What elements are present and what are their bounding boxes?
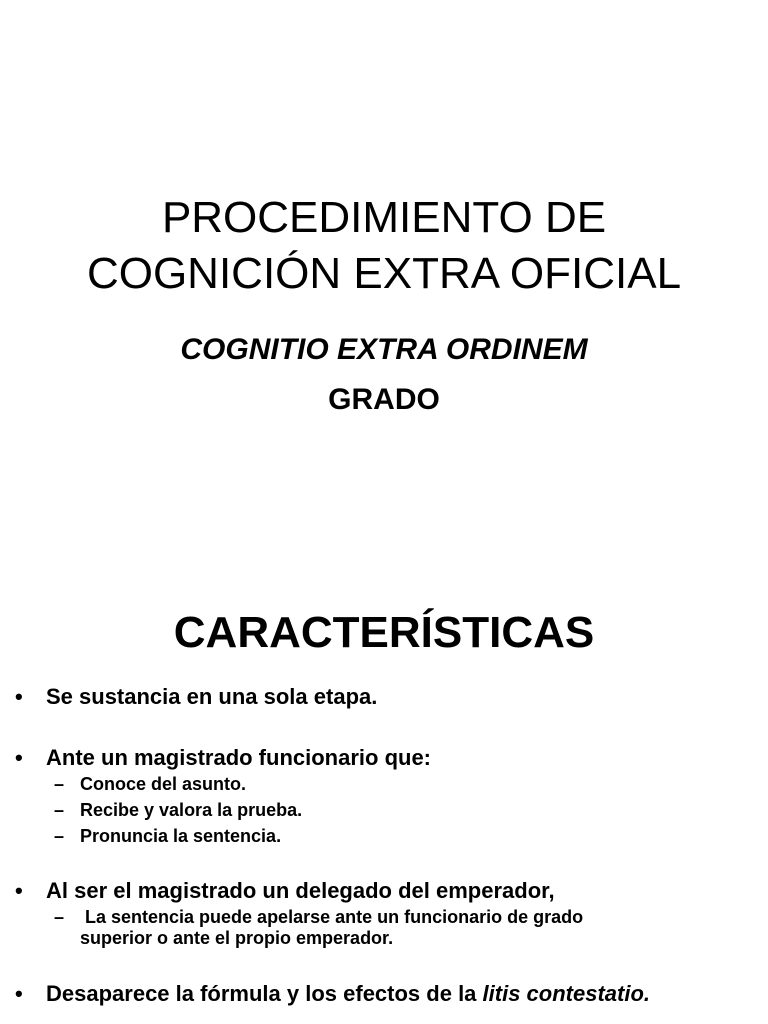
sub-bullet-text-line-2: superior o ante el propio emperador. — [80, 928, 394, 948]
bullet-text: Se sustancia en una sola etapa. — [46, 684, 378, 709]
bullet-item-2 — [15, 745, 431, 771]
bullet-marker: • — [15, 684, 23, 709]
bullet-text-italic: litis contestatio. — [482, 981, 651, 1006]
sub-bullet-text-line-1: La sentencia puede apelarse ante un funcionario de grado — [80, 907, 584, 927]
bullet-item-1 — [15, 684, 377, 710]
dash-marker: – — [54, 907, 65, 927]
bullet-marker: • — [15, 745, 23, 770]
sub-bullet-text: Conoce del asunto. — [80, 774, 247, 794]
bullet-text: Desaparece la fórmula y los efectos de la — [46, 981, 483, 1006]
bullet-marker: • — [15, 878, 23, 903]
bullet-item-4 — [15, 981, 650, 1007]
sub-bullet-text: Pronuncia la sentencia. — [80, 826, 282, 846]
bullet-item-3 — [15, 878, 555, 904]
bullet-text: Al ser el magistrado un delegado del emperador, — [46, 878, 555, 903]
sub-bullet-item-4 — [54, 907, 744, 949]
sub-bullet-text: Recibe y valora la prueba. — [80, 800, 303, 820]
bullet-text: Ante un magistrado funcionario que: — [46, 745, 432, 770]
dash-marker: – — [54, 774, 65, 794]
slide-title — [0, 190, 768, 302]
sub-bullet-item-3 — [54, 826, 281, 847]
subtitle-latin: COGNITIO EXTRA ORDINEM — [180, 333, 588, 366]
sub-bullet-item-1 — [54, 774, 246, 795]
dash-marker: – — [54, 826, 65, 846]
sub-bullet-item-2 — [54, 800, 302, 821]
dash-marker: – — [54, 800, 65, 820]
section-heading: CARACTERÍSTICAS — [173, 608, 595, 657]
slide-title-line-1: PROCEDIMIENTO DE — [161, 193, 607, 242]
bullet-marker: • — [15, 981, 23, 1006]
subtitle-grado: GRADO — [328, 383, 440, 416]
slide-title-line-2: COGNICIÓN EXTRA OFICIAL — [86, 249, 682, 298]
